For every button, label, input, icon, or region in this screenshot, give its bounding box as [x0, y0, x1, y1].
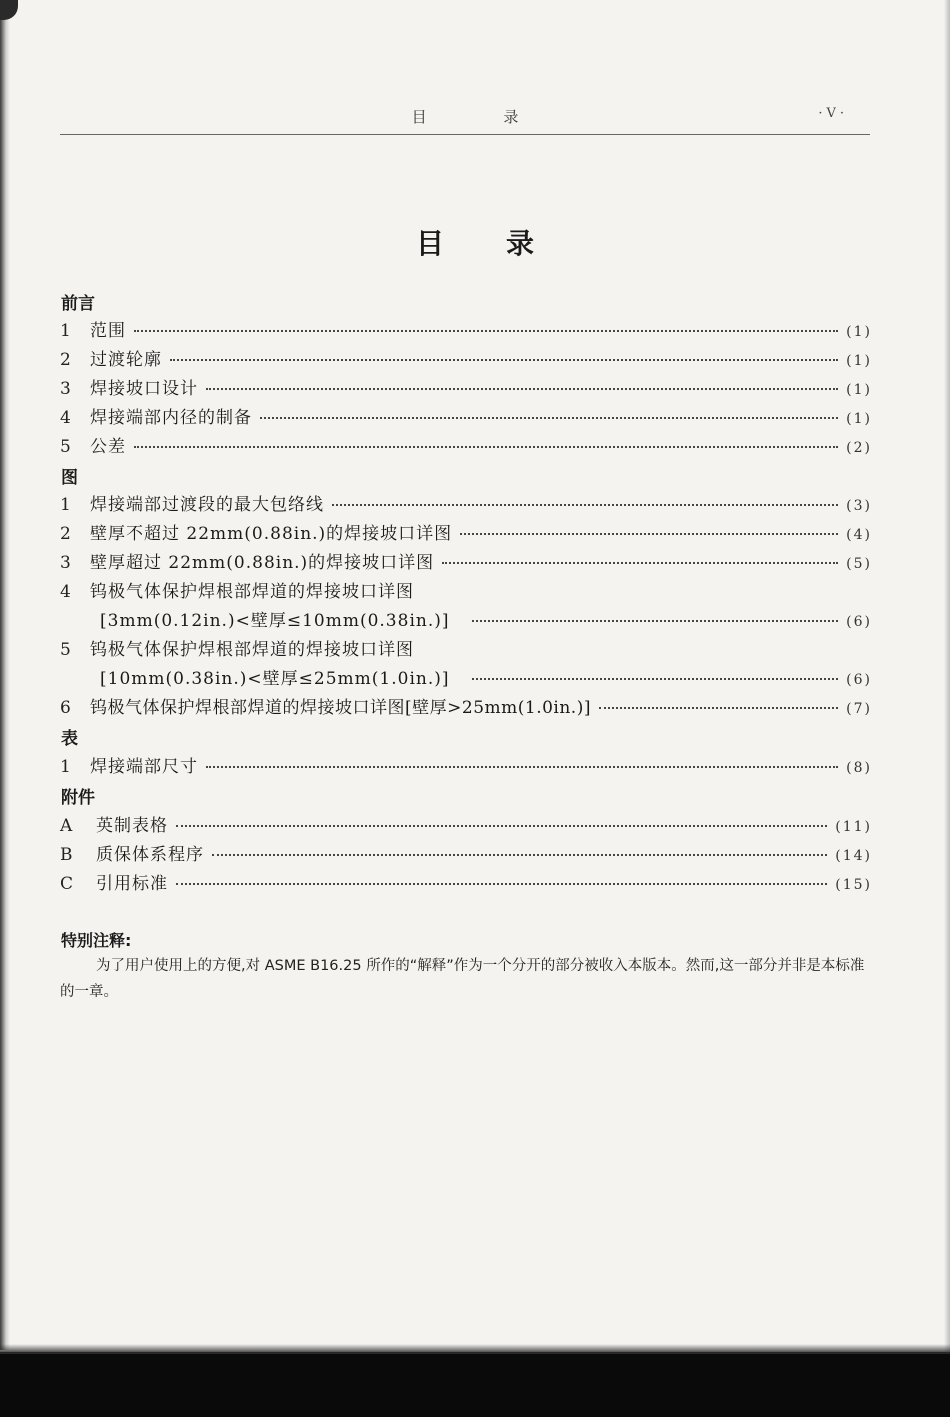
toc-entry[interactable]	[60, 432, 872, 456]
dot-leader	[599, 707, 838, 709]
entry-title: 钨极气体保护焊根部焊道的焊接坡口详图	[90, 582, 414, 602]
page-number: ·V·	[818, 106, 848, 121]
entry-page: (1)	[846, 411, 872, 427]
running-title: 目 录	[411, 108, 555, 126]
toc-entry[interactable]	[100, 664, 872, 688]
dot-leader	[134, 446, 838, 448]
toc-entry[interactable]	[60, 519, 872, 543]
entry-page: (6)	[846, 614, 872, 630]
entry-number: 5	[60, 640, 72, 660]
entry-number: 3	[60, 553, 71, 573]
entry-number: C	[60, 874, 74, 894]
section-heading-tables: 表	[61, 729, 78, 749]
entry-title: 范围	[90, 321, 126, 341]
entry-number: 1	[60, 757, 71, 777]
page-right-shadow	[944, 0, 950, 1417]
section-heading-preface: 前言	[61, 294, 95, 314]
entry-page: (5)	[846, 556, 872, 572]
page-title: 目录	[415, 227, 596, 260]
scan-bottom-shadow	[0, 1352, 950, 1417]
entry-title: 引用标准	[96, 874, 168, 894]
section-heading-figures: 图	[61, 468, 78, 488]
entry-page: (2)	[846, 440, 872, 456]
toc-entry[interactable]	[60, 316, 872, 340]
note-body: 为了用户使用上的方便,对 ASME B16.25 所作的“解释”作为一个分开的部分被收入本版本。然而,这一部分并非是本标准的一章。	[60, 958, 865, 1000]
entry-number: A	[60, 816, 73, 836]
entry-page: (8)	[846, 760, 872, 776]
entry-number: 4	[60, 408, 71, 428]
entry-page: (15)	[835, 877, 872, 893]
entry-number: 3	[60, 379, 71, 399]
dot-leader	[472, 620, 839, 622]
entry-page: (4)	[846, 527, 872, 543]
dot-leader	[206, 766, 838, 768]
section-heading-appendices: 附件	[61, 788, 95, 808]
toc-entry[interactable]	[60, 374, 872, 398]
entry-title: 焊接端部过渡段的最大包络线	[90, 495, 324, 515]
dot-leader	[212, 854, 827, 856]
dot-leader	[442, 562, 838, 564]
toc-entry[interactable]	[60, 403, 872, 427]
entry-number: 1	[60, 321, 71, 341]
entry-title: 壁厚不超过 22mm(0.88in.)的焊接坡口详图	[90, 524, 453, 544]
toc-entry[interactable]	[60, 840, 872, 864]
toc-entry[interactable]	[60, 490, 872, 514]
entry-page: (11)	[835, 819, 872, 835]
toc-entry[interactable]	[60, 548, 872, 572]
entry-number: B	[60, 845, 73, 865]
entry-title: 壁厚超过 22mm(0.88in.)的焊接坡口详图	[90, 553, 435, 573]
page-corner-shadow	[0, 0, 18, 20]
dot-leader	[460, 533, 838, 535]
header-rule	[60, 134, 870, 135]
dot-leader	[170, 359, 838, 361]
entry-page: (14)	[835, 848, 872, 864]
entry-page: (6)	[846, 672, 872, 688]
entry-title: 英制表格	[96, 816, 168, 836]
toc-entry-first-line[interactable]	[60, 577, 872, 602]
dot-leader	[176, 825, 827, 827]
entry-title: 焊接端部尺寸	[90, 757, 198, 777]
toc-entry[interactable]	[60, 345, 872, 369]
toc-entry[interactable]	[100, 606, 872, 630]
entry-number: 1	[60, 495, 71, 515]
entry-page: (1)	[846, 324, 872, 340]
entry-title: 焊接坡口设计	[90, 379, 198, 399]
entry-page: (7)	[846, 701, 872, 717]
entry-title: 钨极气体保护焊根部焊道的焊接坡口详图[壁厚>25mm(1.0in.)]	[90, 698, 591, 718]
entry-number: 2	[60, 524, 71, 544]
entry-page: (3)	[846, 498, 872, 514]
entry-title: 过渡轮廓	[90, 350, 162, 370]
entry-page: (1)	[846, 353, 872, 369]
toc-entry[interactable]	[60, 811, 872, 835]
entry-title-continued: [10mm(0.38in.)<壁厚≤25mm(1.0in.)]	[100, 669, 450, 689]
dot-leader	[176, 883, 827, 885]
entry-title: 公差	[90, 437, 126, 457]
entry-page: (1)	[846, 382, 872, 398]
dot-leader	[260, 417, 838, 419]
dot-leader	[332, 504, 838, 506]
toc-entry-first-line[interactable]	[60, 635, 872, 660]
page-left-shadow	[0, 0, 10, 1350]
dot-leader	[134, 330, 838, 332]
entry-number: 4	[60, 582, 72, 602]
entry-title-continued: [3mm(0.12in.)<壁厚≤10mm(0.38in.)]	[100, 611, 450, 631]
dot-leader	[206, 388, 838, 390]
entry-number: 2	[60, 350, 71, 370]
toc-entry[interactable]	[60, 869, 872, 893]
running-header	[60, 106, 870, 128]
toc-entry[interactable]	[60, 752, 872, 776]
entry-number: 5	[60, 437, 71, 457]
entry-number: 6	[60, 698, 71, 718]
note-heading: 特别注释:	[61, 931, 132, 950]
toc-entry[interactable]	[60, 693, 872, 717]
entry-title: 钨极气体保护焊根部焊道的焊接坡口详图	[90, 640, 414, 660]
dot-leader	[472, 678, 839, 680]
entry-title: 焊接端部内径的制备	[90, 408, 252, 428]
entry-title: 质保体系程序	[96, 845, 204, 865]
